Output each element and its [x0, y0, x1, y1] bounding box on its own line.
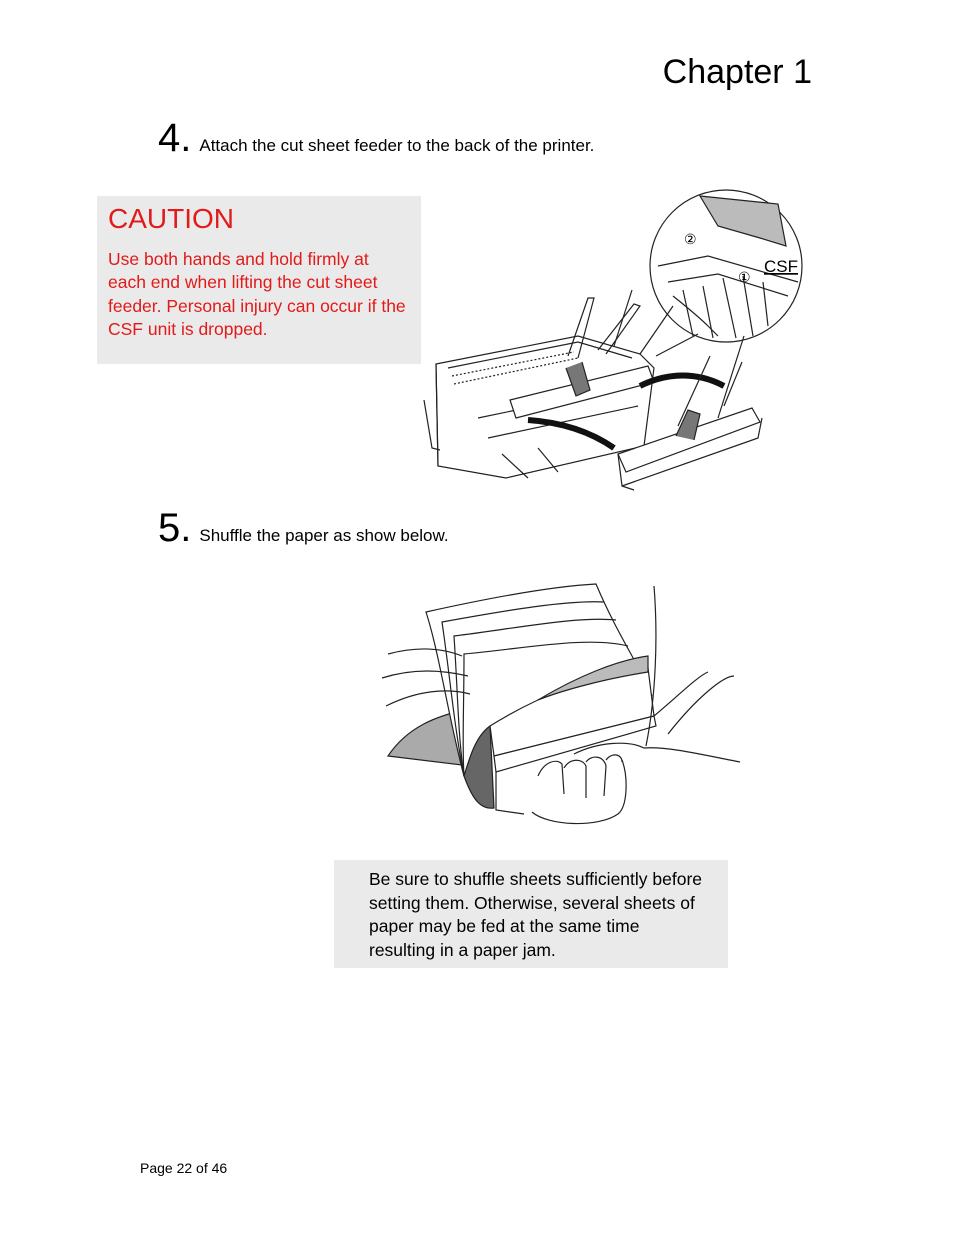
caution-title: CAUTION	[108, 203, 234, 234]
caution-text: Use both hands and hold firmly at each end when lifting the cut sheet feeder. Personal injury can occur if the CSF unit is dropped.	[108, 248, 406, 340]
printer-csf-illustration	[418, 186, 808, 492]
chapter-heading: Chapter 1	[662, 53, 812, 91]
csf-label: CSF	[764, 257, 798, 276]
caution-box	[97, 196, 421, 364]
step-4: 4 . Attach the cut sheet feeder to the back of the printer.	[158, 116, 595, 160]
page-footer: Page 22 of 46	[140, 1160, 228, 1176]
step-5-text: Shuffle the paper as show below.	[199, 526, 449, 545]
step-4-number: 4	[158, 116, 181, 160]
step-5: 5 . Shuffle the paper as show below.	[158, 506, 449, 550]
note-box	[334, 860, 728, 968]
note-text: Be sure to shuffle sheets sufficiently before setting them. Otherwise, several sheets of paper may be fed at the same time resulting in a paper jam.	[369, 869, 703, 960]
callout-2: ②	[684, 231, 697, 247]
paper-shuffle-illustration	[378, 576, 748, 832]
step-5-number: 5	[158, 506, 181, 550]
callout-1: ①	[738, 269, 751, 285]
step-4-text: Attach the cut sheet feeder to the back of the printer.	[199, 136, 595, 155]
